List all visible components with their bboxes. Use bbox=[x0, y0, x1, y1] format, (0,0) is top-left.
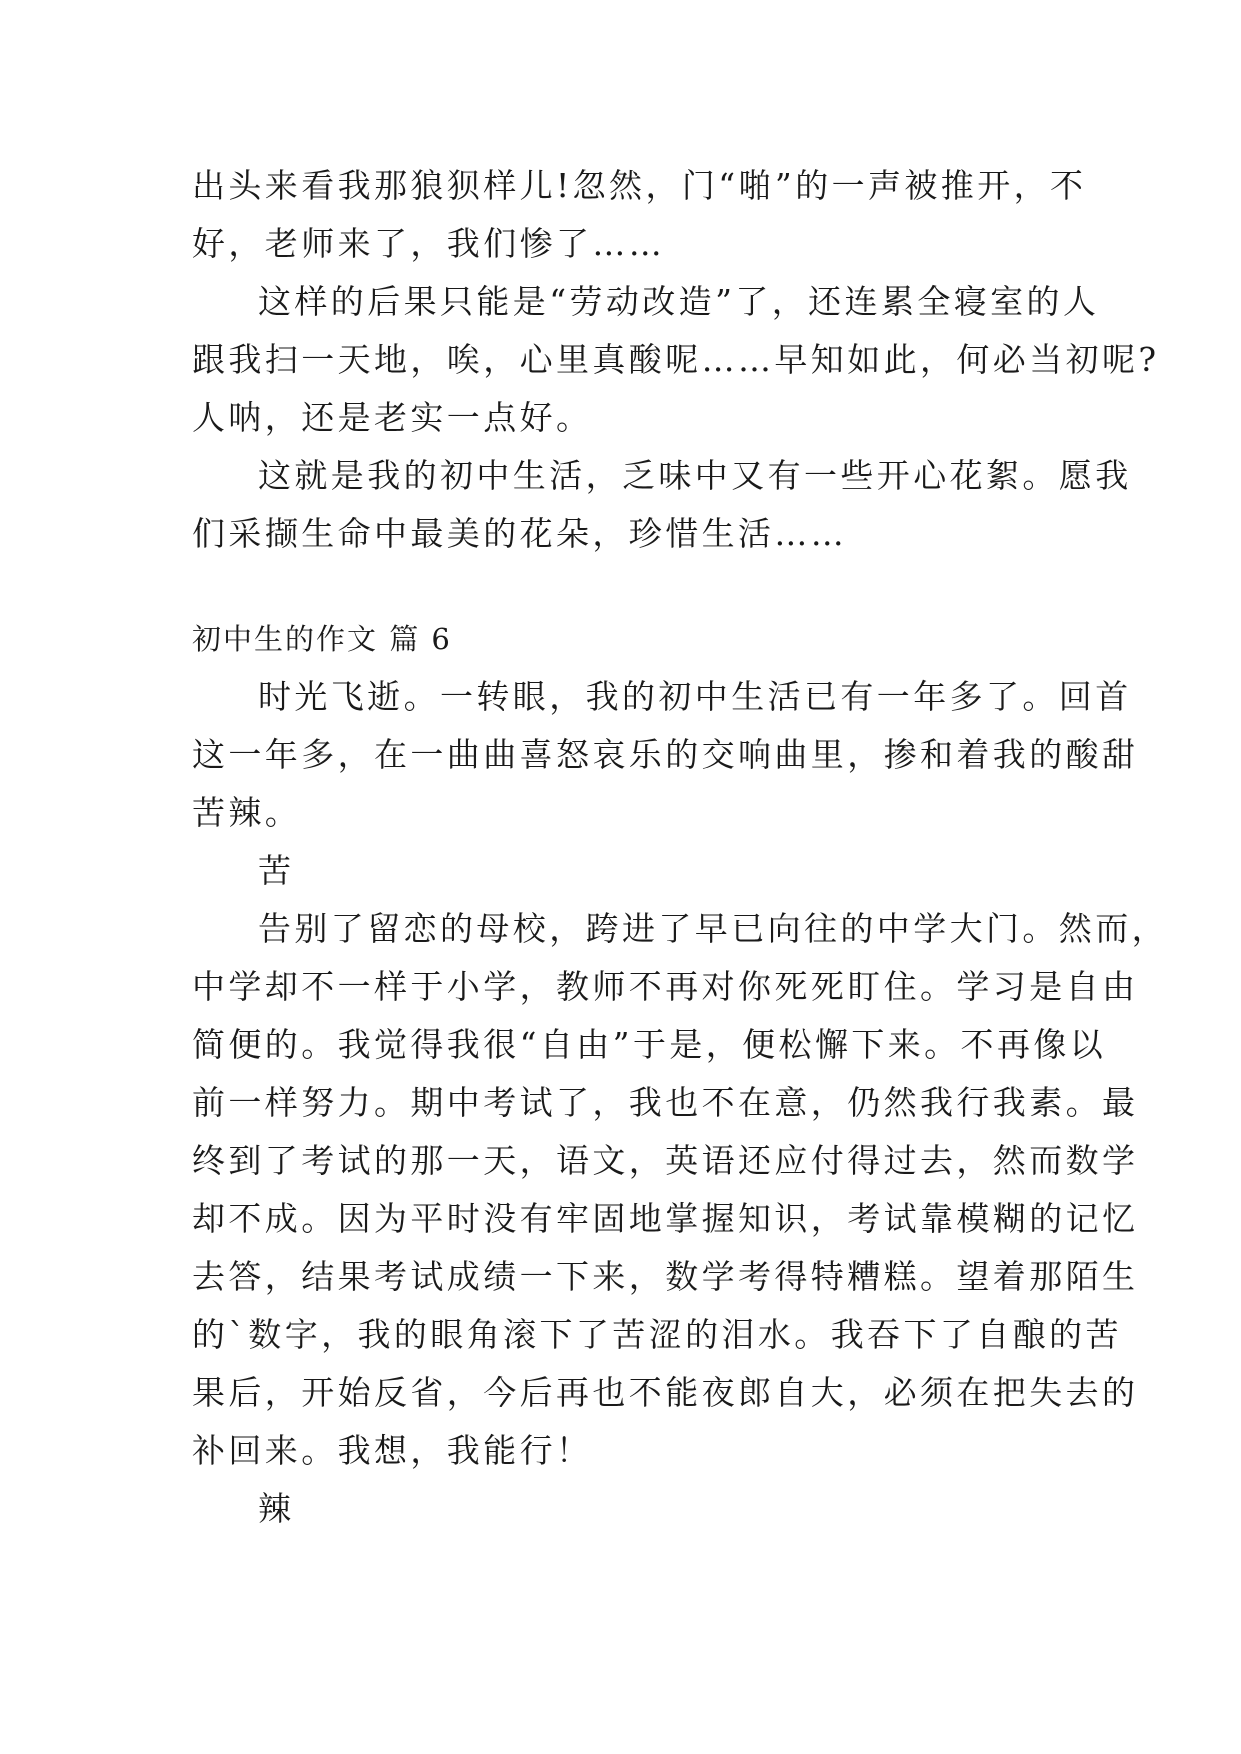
text-line: 告别了留恋的母校，跨进了早已向往的中学大门。然而， bbox=[258, 909, 1168, 948]
text-line: 跟我扫一天地，唉，心里真酸呢……早知如此，何必当初呢? bbox=[192, 340, 1160, 379]
text-line: 却不成。因为平时没有牢固地掌握知识，考试靠模糊的记忆 bbox=[192, 1199, 1139, 1238]
text-line: 前一样努力。期中考试了，我也不在意，仍然我行我素。最 bbox=[192, 1083, 1139, 1122]
document-page bbox=[192, 157, 1168, 1538]
paragraph-bitter bbox=[192, 900, 1168, 1480]
text-line: 出头来看我那狼狈样儿!忽然，门“啪”的一声被推开，不 bbox=[192, 166, 1087, 205]
subheading-bitter: 苦 bbox=[258, 851, 295, 890]
subheading-spicy: 辣 bbox=[258, 1489, 295, 1528]
paragraph-time bbox=[192, 668, 1139, 842]
text-line: 的`数字，我的眼角滚下了苦涩的泪水。我吞下了自酿的苦 bbox=[192, 1315, 1122, 1354]
paragraph-summary bbox=[192, 447, 1132, 563]
text-line: 补回来。我想，我能行！ bbox=[192, 1431, 593, 1470]
text-line: 这样的后果只能是“劳动改造”了，还连累全寝室的人 bbox=[258, 282, 1100, 321]
paragraph-consequence bbox=[192, 273, 1160, 447]
text-line: 简便的。我觉得我很“自由”于是，便松懈下来。不再像以 bbox=[192, 1025, 1107, 1064]
spacer bbox=[192, 563, 1054, 610]
text-line: 时光飞逝。一转眼，我的初中生活已有一年多了。回首 bbox=[258, 677, 1132, 716]
section-title: 初中生的作文 篇 6 bbox=[192, 622, 452, 656]
text-line: 好，老师来了，我们惨了…… bbox=[192, 224, 666, 263]
text-line: 果后，开始反省，今后再也不能夜郎自大，必须在把失去的 bbox=[192, 1373, 1139, 1412]
text-line: 苦辣。 bbox=[192, 793, 302, 832]
text-line: 们采撷生命中最美的花朵，珍惜生活…… bbox=[192, 514, 848, 553]
text-line: 中学却不一样于小学，教师不再对你死死盯住。学习是自由 bbox=[192, 967, 1139, 1006]
text-line: 这就是我的初中生活，乏味中又有一些开心花絮。愿我 bbox=[258, 456, 1132, 495]
text-line: 这一年多，在一曲曲喜怒哀乐的交响曲里，掺和着我的酸甜 bbox=[192, 735, 1139, 774]
text-line: 人呐，还是老实一点好。 bbox=[192, 398, 593, 437]
text-line: 去答，结果考试成绩一下来，数学考得特糟糕。望着那陌生 bbox=[192, 1257, 1139, 1296]
text-line: 终到了考试的那一天，语文，英语还应付得过去，然而数学 bbox=[192, 1141, 1139, 1180]
paragraph-intro bbox=[192, 157, 1087, 273]
